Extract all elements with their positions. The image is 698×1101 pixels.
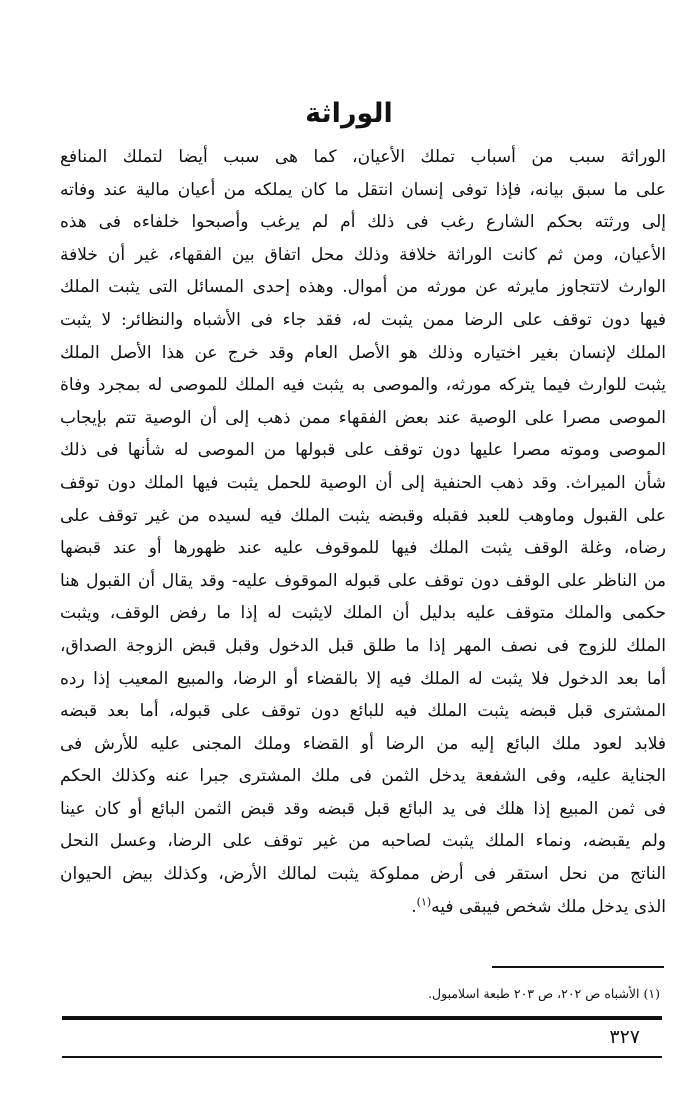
body-line: فيها دون توقف على الرضا ممن يثبت له، فقد جاء فى الأشباه والنظائر: لا يثبت bbox=[60, 309, 666, 330]
body-line: حكمى والملك متوقف عليه بدليل أن الملك لايثبت له إذا ما رفض الوقف، ويثبت bbox=[60, 603, 666, 624]
body-text bbox=[60, 141, 666, 923]
body-line: فلابد لعود ملك البائع إليه من الرضا أو القضاء وملك المجنى عليه للأرش فى bbox=[60, 733, 666, 754]
body-line: الجناية عليه، وفى الشفعة يدخل الثمن فى ملك المشترى جبرا عنه وكذلك الحكم bbox=[60, 766, 666, 787]
body-line: من الناظر على الوقف دون توقف على قبوله الموقوف عليه- وقد يقال أن القبول هنا bbox=[60, 570, 666, 591]
body-line: شأن الميراث. وقد ذهب الحنفية إلى أن الوصية للحمل يثبت فيها الملك دون توقف bbox=[60, 472, 666, 493]
footer-rule-thick bbox=[62, 1016, 662, 1020]
footer-rule-thin bbox=[62, 1056, 662, 1058]
footnote-reference[interactable]: (١) bbox=[416, 895, 432, 908]
body-line: رضاه، وغلة الوقف يثبت الملك فيها للموقوف عليه عند ظهورها أو عند قبضها bbox=[60, 538, 666, 559]
body-line: ولم يقبضه، ونماء الملك يثبت لصاحبه من غير توقف على الرضا، وعسل النحل bbox=[60, 831, 666, 852]
footnote: (١) الأشباه ص ٢٠٢، ص ٢٠٣ طبعة اسلامبول. bbox=[428, 986, 660, 1001]
body-line: الملك لإنسان بغير اختياره وذلك هو الأصل العام وقد خرج عن هذا الأصل الملك bbox=[60, 342, 666, 363]
body-line: على ما سبق بيانه، فإذا توفى إنسان انتقل ما كان يملكه من أعيان مالية عند وفاته bbox=[60, 179, 666, 200]
body-line: الموصى مصرا على الوصية عند بعض الفقهاء ممن ذهب إلى أن الوصية تتم بإيجاب bbox=[60, 407, 666, 428]
body-line-text: الذى يدخل ملك شخص فيبقى فيه bbox=[431, 896, 666, 917]
body-line: إلى ورثته بحكم الشارع رغب فى ذلك أم لم يرغب وأصبحوا خلفاءه فى هذه bbox=[60, 212, 666, 233]
body-line: أما بعد الدخول فلا يثبت له الملك فيه إلا بالقضاء أو الرضا، والمبيع المعيب إذا رده bbox=[60, 668, 666, 689]
body-line: الموصى وموته مصرا عليها دون توقف على قبولها من الموصى له شأنها فى ذلك bbox=[60, 440, 666, 461]
body-line-last: الذى يدخل ملك شخص فيبقى فيه$^{(١)}$. bbox=[411, 895, 666, 917]
body-line: يثبت للوارث فيما يتركه مورثه، والموصى به يثبت فيه الملك للموصى له بمجرد وفاة bbox=[60, 375, 666, 396]
footnote-separator bbox=[492, 966, 664, 968]
body-line: على القبول وماوهب للعبد فقبله وقبضه يثبت الملك فيه لسيده من غير توقف على bbox=[60, 505, 666, 526]
body-line: فى ثمن المبيع إذا هلك فى يد البائع قبل قبضه وقد قبض الثمن البائع أو كان عينا bbox=[60, 798, 666, 819]
body-line: الناتج من نحل استقر فى أرض مملوكة يثبت لمالك الأرض، وكذلك بيض الحيوان bbox=[60, 864, 666, 885]
body-line: المشترى قبل قبضه يثبت الملك فيه للبائع دون توقف على قبوله، أما بعد قبضه bbox=[60, 701, 666, 722]
page-number: ٣٢٧ bbox=[609, 1026, 640, 1048]
body-line: الملك للزوج فى نصف المهر إذا ما طلق قبل الدخول وقبل قبض الزوجة الصداق، bbox=[60, 635, 666, 656]
body-line: الأعيان، ومن ثم كانت الوراثة خلافة وذلك محل اتفاق بين الفقهاء، غير أن خلافة bbox=[60, 244, 666, 265]
page-title: الوراثة bbox=[305, 98, 393, 129]
body-line: الوارث لاتتجاوز مايرثه عن مورثه من أموال. وهذه إحدى المسائل التى يثبت الملك bbox=[60, 277, 666, 298]
body-line: الوراثة سبب من أسباب تملك الأعيان، كما هى سبب أيضا لتملك المنافع bbox=[60, 147, 666, 167]
